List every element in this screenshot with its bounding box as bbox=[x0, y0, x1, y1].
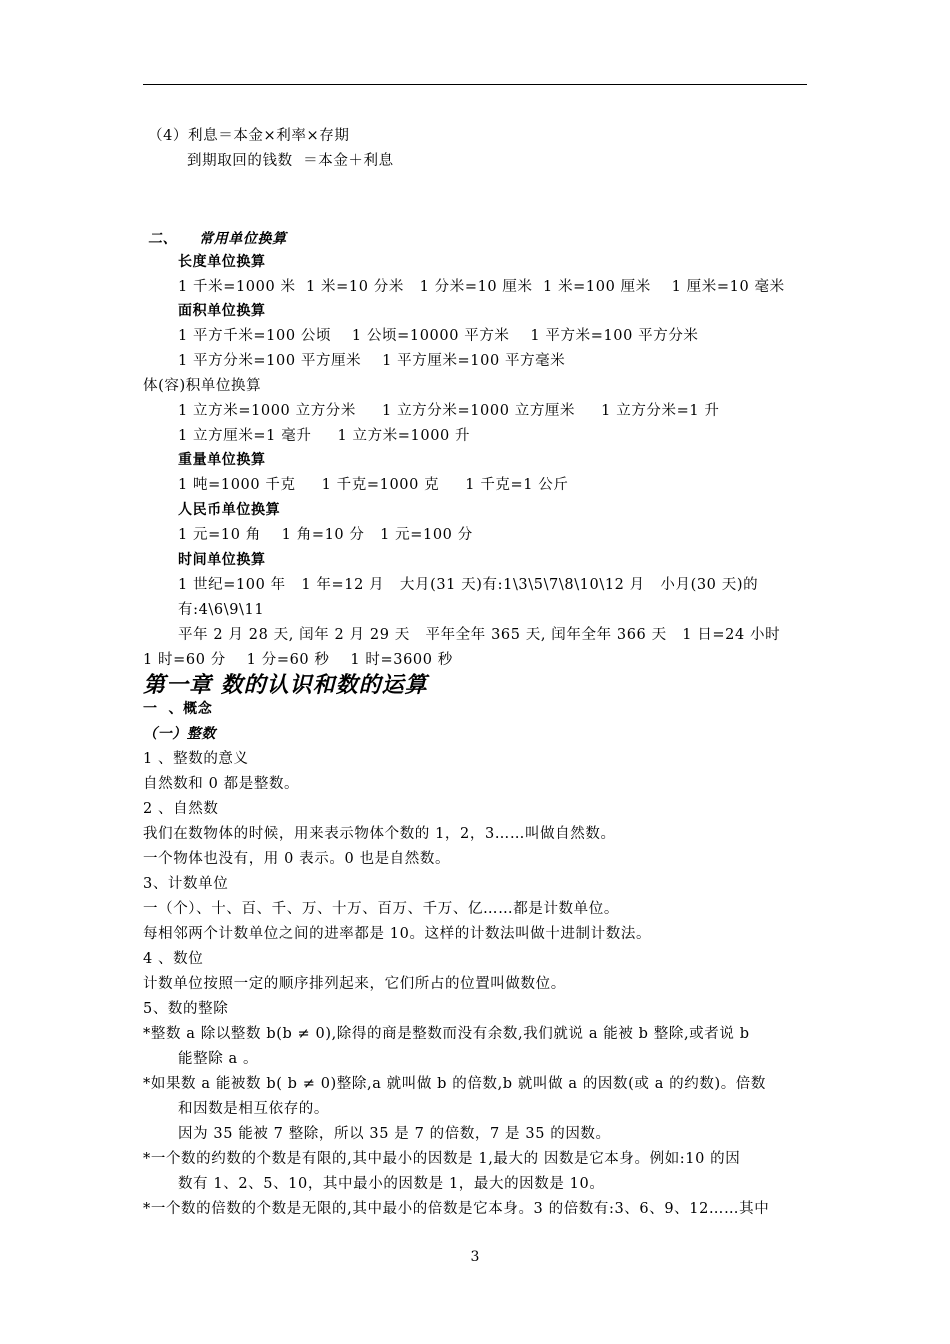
text-line: 2 、自然数 bbox=[143, 801, 219, 817]
text-line: 人民币单位换算 bbox=[178, 502, 281, 518]
text-line: 1 时=60 分 1 分=60 秒 1 时=3600 秒 bbox=[143, 652, 453, 668]
text-line: 我们在数物体的时候，用来表示物体个数的 1，2，3……叫做自然数。 bbox=[143, 826, 616, 842]
text-line: *一个数的约数的个数是有限的,其中最小的因数是 1,最大的 因数是它本身。例如:10 的因 bbox=[143, 1151, 741, 1167]
chapter-title: 第一章 数的认识和数的运算 bbox=[143, 672, 428, 698]
text-line: 3、计数单位 bbox=[143, 876, 229, 892]
text-line: 时间单位换算 bbox=[178, 552, 266, 568]
text-line: 二、 常用单位换算 bbox=[148, 231, 287, 247]
text-line: 一 、概念 bbox=[143, 701, 213, 717]
text-line: 到期取回的钱数 ＝本金＋利息 bbox=[187, 153, 394, 169]
text-line: *如果数 a 能被数 b( b ≠ 0)整除,a 就叫做 b 的倍数,b 就叫做 a 的因数(或 a 的约数)。倍数 bbox=[143, 1076, 767, 1092]
text-line: *整数 a 除以整数 b(b ≠ 0),除得的商是整数而没有余数,我们就说 a 能被 b 整除,或者说 b bbox=[143, 1026, 750, 1042]
text-line: 1 、整数的意义 bbox=[143, 751, 249, 767]
text-line: （4）利息＝本金×利率×存期 bbox=[148, 128, 350, 144]
text-line: 平年 2 月 28 天, 闰年 2 月 29 天 平年全年 365 天, 闰年全年 366 天 1 日=24 小时 bbox=[178, 627, 781, 643]
text-line: 1 世纪=100 年 1 年=12 月 大月(31 天)有:1\3\5\7\8\10\12 月 小月(30 天)的 bbox=[178, 577, 759, 593]
text-line: 1 千米=1000 米 1 米=10 分米 1 分米=10 厘米 1 米=100 厘米 1 厘米=10 毫米 bbox=[178, 279, 785, 295]
text-line: 数有 1、2、5、10，其中最小的因数是 1，最大的因数是 10。 bbox=[178, 1176, 605, 1192]
text-line: 面积单位换算 bbox=[178, 303, 266, 319]
text-line: 一个物体也没有，用 0 表示。0 也是自然数。 bbox=[143, 851, 451, 867]
text-line: 计数单位按照一定的顺序排列起来，它们所占的位置叫做数位。 bbox=[143, 976, 566, 992]
text-line: 和因数是相互依存的。 bbox=[178, 1101, 329, 1117]
text-line: 5、数的整除 bbox=[143, 1001, 229, 1017]
text-line: 1 元=10 角 1 角=10 分 1 元=100 分 bbox=[178, 527, 473, 543]
text-line: 长度单位换算 bbox=[178, 254, 266, 270]
page-number: 3 bbox=[470, 1249, 480, 1265]
text-line: 1 立方米=1000 立方分米 1 立方分米=1000 立方厘米 1 立方分米=1 升 bbox=[178, 403, 720, 419]
text-line: 1 吨=1000 千克 1 千克=1000 克 1 千克=1 公斤 bbox=[178, 477, 569, 493]
text-line: 4 、数位 bbox=[143, 951, 204, 967]
text-line: （一）整数 bbox=[143, 726, 216, 742]
text-line: 每相邻两个计数单位之间的进率都是 10。这样的计数法叫做十进制计数法。 bbox=[143, 926, 652, 942]
text-line: 一（个）、十、百、千、万、十万、百万、千万、亿……都是计数单位。 bbox=[143, 901, 619, 917]
text-line: 有:4\6\9\11 bbox=[178, 602, 265, 618]
text-line: 1 立方厘米=1 毫升 1 立方米=1000 升 bbox=[178, 428, 471, 444]
text-line: 体(容)积单位换算 bbox=[143, 378, 262, 394]
text-line: *一个数的倍数的个数是无限的,其中最小的倍数是它本身。3 的倍数有:3、6、9、12……其中 bbox=[143, 1201, 770, 1217]
text-line: 自然数和 0 都是整数。 bbox=[143, 776, 300, 792]
header-rule bbox=[143, 84, 807, 85]
text-line: 因为 35 能被 7 整除，所以 35 是 7 的倍数，7 是 35 的因数。 bbox=[178, 1126, 611, 1142]
text-line: 1 平方千米=100 公顷 1 公顷=10000 平方米 1 平方米=100 平方分米 bbox=[178, 328, 699, 344]
text-line: 重量单位换算 bbox=[178, 452, 266, 468]
text-line: 1 平方分米=100 平方厘米 1 平方厘米=100 平方毫米 bbox=[178, 353, 566, 369]
text-line: 能整除 a 。 bbox=[178, 1051, 259, 1067]
